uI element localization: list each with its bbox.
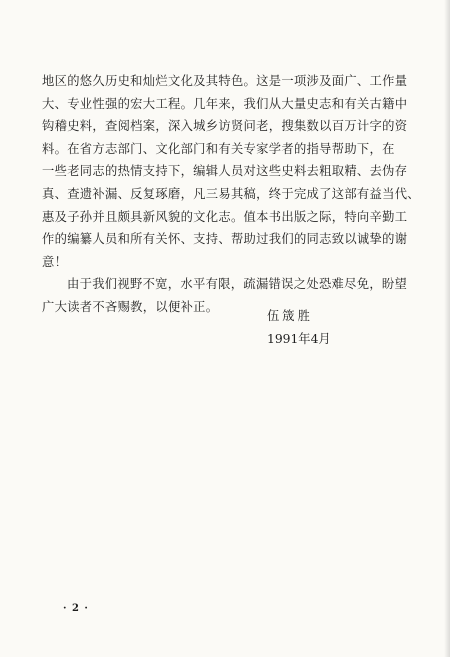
text-line: 一些老同志的热情支持下，编辑人员对这些史料去粗取精、去伪存	[42, 164, 408, 179]
text-line: 料。在省方志部门、文化部门和有关专家学者的指导帮助下，在	[42, 141, 395, 156]
text-line: 大、专业性强的宏大工程。几年来，我们从大量史志和有关古籍中	[42, 96, 408, 111]
text-line: 广大读者不吝赐教，以便补正。	[42, 299, 219, 314]
page-number: · 2 ·	[63, 603, 89, 614]
text-line: 钩稽史料，查阅档案，深入城乡访贤问老，搜集数以百万计字的资	[42, 119, 408, 134]
text-line: 真、查遗补漏、反复琢磨，凡三易其稿，终于完成了这部有益当代、	[42, 186, 420, 201]
paragraph-2	[42, 273, 412, 318]
text-line: 意！	[42, 254, 68, 269]
signature-name: 伍筬胜	[267, 309, 313, 323]
page-edge-shadow	[444, 0, 450, 657]
text-line: 由于我们视野不宽，水平有限，疏漏错误之处恐难尽免，盼望	[67, 277, 408, 292]
signature-date: 1991年4月	[267, 332, 331, 346]
paragraph-1	[42, 70, 420, 273]
body-text	[42, 70, 420, 319]
text-line: 作的编纂人员和所有关怀、支持、帮助过我们的同志致以诚挚的谢	[42, 232, 408, 247]
text-line: 地区的悠久历史和灿烂文化及其特色。这是一项涉及面广、工作量	[42, 74, 408, 88]
text-line: 惠及子孙并且颇具新风貌的文化志。值本书出版之际，特向辛勤工	[42, 209, 408, 224]
